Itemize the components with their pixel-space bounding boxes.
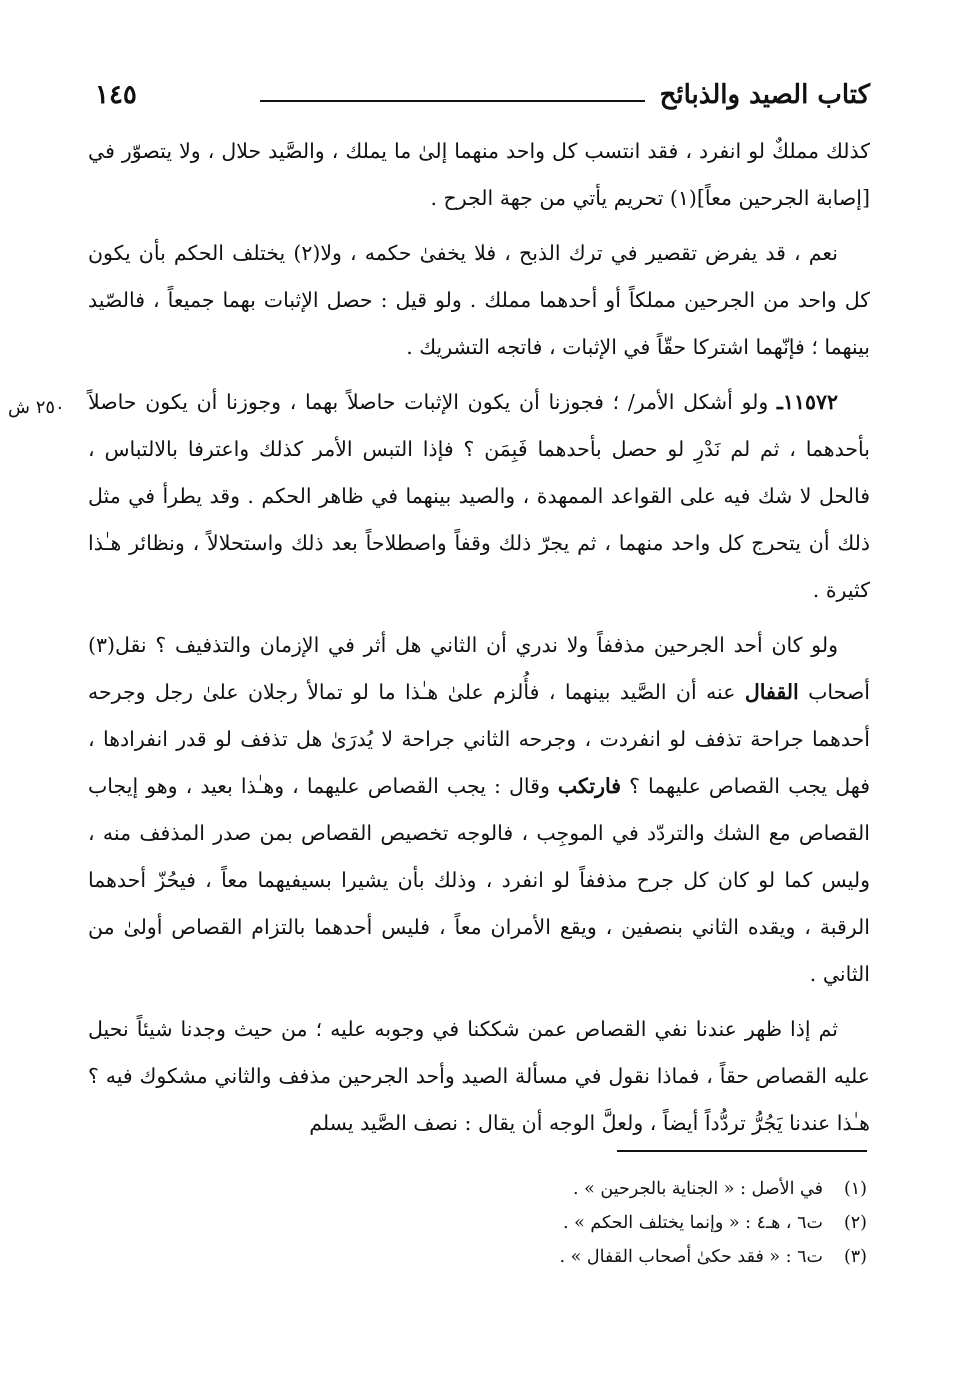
footnote <box>347 1172 867 1206</box>
footnote-text: ت٦ : « فقد حكىٰ أصحاب القفال » . <box>559 1247 823 1267</box>
page-header <box>95 72 870 122</box>
paragraph <box>88 622 870 998</box>
footnotes <box>347 1172 867 1274</box>
emphasized-word: فارتكب <box>557 774 622 798</box>
footnote-rule <box>617 1150 867 1152</box>
footnote-text: ت٦ ، هـ٤ : « وإنما يختلف الحكم » . <box>562 1213 823 1233</box>
margin-note: ٢٥٠ ش <box>8 397 65 418</box>
paragraph-text: عنه أن الصَّيد بينهما ، فأُلزم علىٰ هـٰذا ما لو تمالأ رجلان علىٰ رجل وجرحه أحدهما جراحة تذفف لو انفردت ، وجرحه الثاني جراحة لا يُدرَىٰ هل تذفف لو قدر انفرادها ، فهل يجب القصاص عليهما ؟ <box>88 680 870 798</box>
header-rule <box>260 100 645 102</box>
paragraph-text: ولو أشكل الأمر/ ؛ فجوزنا أن يكون الإثبات حاصلاً بهما ، وجوزنا أن يكون حاصلاً بأحدهما ، ثم لم نَدْرِ لو حصل بأحدهما فَبِمَن ؟ فإذا التبس الأمر كذلك واعترفا بالالتباس ، فالحل لا شك فيه على القواعد الممهدة ، والصيد بينهما في ظاهر الحكم . وقد يطرأ في مثل ذلك أن يتحرج كل واحد منهما ، ثم يجرّ ذلك وقفاً واصطلاحاً بعد ذلك واستحلالاً ، ونظائر هـٰذا كثيرة . <box>88 390 870 602</box>
page-number: ١٤٥ <box>95 80 137 110</box>
body-text <box>88 128 870 1147</box>
paragraph-text: وقال : يجب القصاص عليهما ، وهـٰذا بعيد ، وهو إيجاب القصاص مع الشك والتردّد في الموجِب ، فالوجه تخصيص القصاص بمن صدر المذفف منه ، وليس كما لو كان كل جرح مذففاً لو انفرد ، وذلك بأن يشيرا بسيفيهما معاً ، فيحُزّ أحدهما الرقبة ، ويقده الثاني بنصفين ، ويقع الأمران معاً ، فليس أحدهما بالتزام القصاص أولىٰ من الثاني . <box>88 774 870 986</box>
footnote-text: في الأصل : « الجناية بالجرحين » . <box>573 1179 823 1199</box>
scholar-name: القفال <box>744 680 799 704</box>
issue-number: ١١٥٧٢ـ <box>776 390 838 414</box>
issue-paragraph <box>88 379 870 614</box>
book-title: كتاب الصيد والذبائح <box>659 80 870 110</box>
footnote-number: (١) <box>843 1179 867 1199</box>
footnote-number: (٣) <box>843 1247 867 1267</box>
footnote <box>347 1206 867 1240</box>
paragraph: كذلك مملكٌ لو انفرد ، فقد انتسب كل واحد منهما إلىٰ ما يملك ، والصَّيد حلال ، ولا يتصوّر في [إصابة الجرحين معاً](١) تحريم يأتي من جهة الجرح . <box>88 139 870 210</box>
footnote <box>347 1240 867 1274</box>
paragraph-text: ولو كان أحد الجرحين مذففاً ولا ندري أن الثاني هل أثر في الإزمان والتذفيف ؟ نقل(٣) أصحاب <box>88 633 870 704</box>
paragraph: ثم إذا ظهر عندنا نفي القصاص عمن شككنا في وجوبه عليه ؛ من حيث وجدنا شيئاً نحيل عليه القصاص حقاً ، فماذا نقول في مسألة الصيد وأحد الجرحين مذفف والثاني مشكوك فيه ؟ هـٰذا عندنا يَجُرُّ تردُّداً أيضاً ، ولعلَّ الوجه أن يقال : نصف الصَّيد يسلم <box>88 1017 870 1135</box>
paragraph: نعم ، قد يفرض تقصير في ترك الذبح ، فلا يخفىٰ حكمه ، ولا(٢) يختلف الحكم بأن يكون كل واحد من الجرحين مملكاً أو أحدهما مملك . ولو قيل : حصل الإثبات بهما جميعاً ، فالصّيد بينهما ؛ فإنّهما اشتركا حقّاً في الإثبات ، فاتجه التشريك . <box>88 241 870 359</box>
footnote-number: (٢) <box>843 1213 867 1233</box>
